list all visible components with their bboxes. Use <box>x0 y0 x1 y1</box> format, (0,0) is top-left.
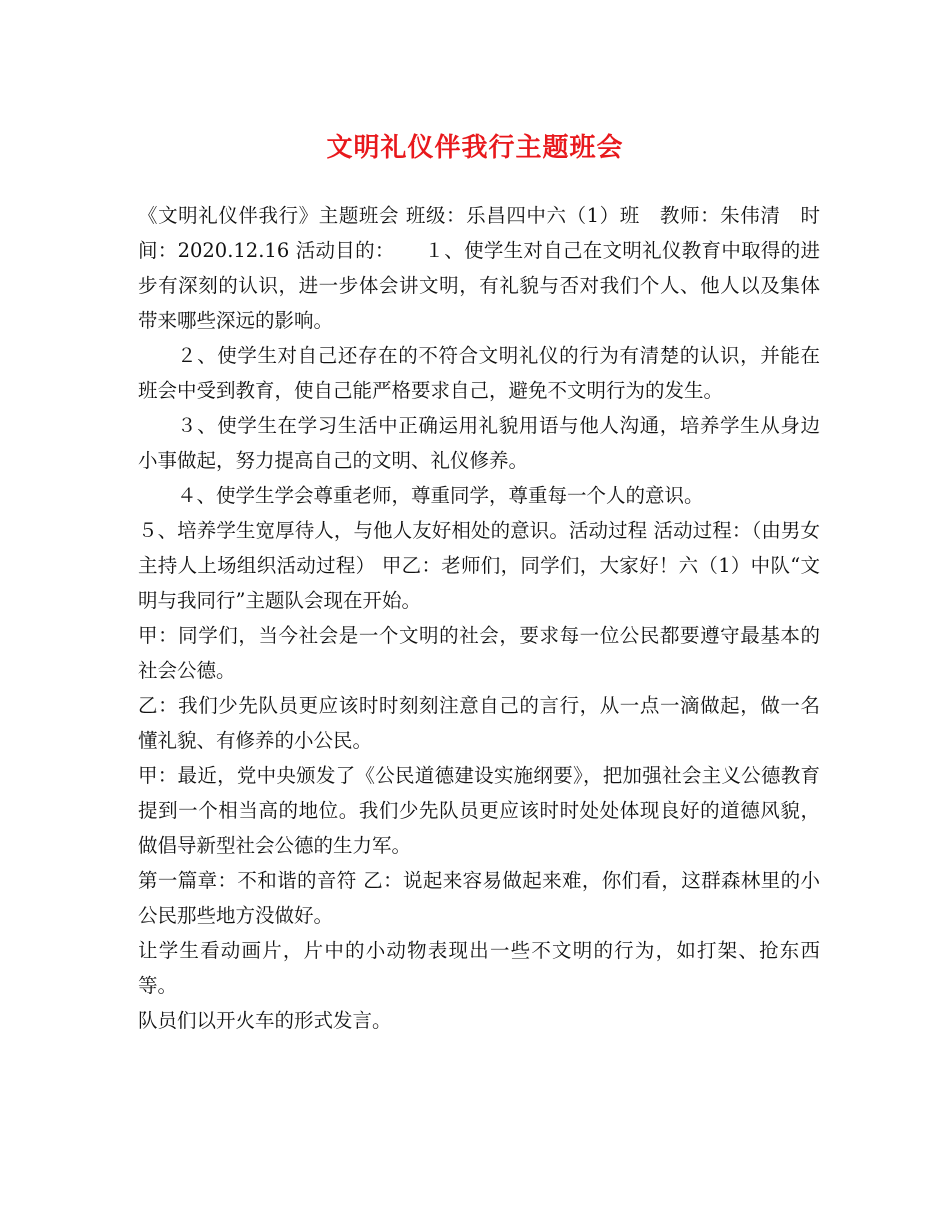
paragraph-train: 队员们以开火车的形式发言。 <box>138 1009 392 1032</box>
paragraph-goal-3: ３、使学生在学习生活中正确运用礼貌用语与他人沟通，培养学生从身边小事做起，努力提高自己的文明、礼仪修养。 <box>138 414 820 472</box>
paragraph-chapter-1: 第一篇章：不和谐的音符 乙：说起来容易做起来难，你们看，这群森林里的小公民那些地方没做好。 <box>138 869 820 927</box>
paragraph-intro: 《文明礼仪伴我行》主题班会 班级：乐昌四中六（1）班 教师：朱伟清 时间：2020.12.16 活动目的： １、使学生对自己在文明礼仪教育中取得的进步有深刻的认识，进一步体会讲文明，有礼貌与否对我们个人、他人以及集体带来哪些深远的影响。 <box>138 204 820 332</box>
paragraph-jia-2: 甲：最近，党中央颁发了《公民道德建设实施纲要》，把加强社会主义公德教育提到一个相当高的地位。我们少先队员更应该时时处处体现良好的道德风貌，做倡导新型社会公德的生力军。 <box>138 764 820 857</box>
paragraph-yi-1: 乙：我们少先队员更应该时时刻刻注意自己的言行，从一点一滴做起，做一名懂礼貌、有修养的小公民。 <box>138 694 820 752</box>
paragraph-goal-2: ２、使学生对自己还存在的不符合文明礼仪的行为有清楚的认识，并能在班会中受到教育，使自己能严格要求自己，避免不文明行为的发生。 <box>138 344 820 402</box>
paragraph-goal-5: ５、培养学生宽厚待人，与他人友好相处的意识。活动过程 活动过程：（由男女主持人上场组织活动过程） 甲乙：老师们，同学们，大家好！六（1）中队“文明与我同行”主题队会现在开始。 <box>138 519 820 612</box>
paragraph-cartoon: 让学生看动画片，片中的小动物表现出一些不文明的行为，如打架、抢东西等。 <box>138 939 820 997</box>
document-title: 文明礼仪伴我行主题班会 <box>326 133 624 163</box>
paragraph-goal-4: ４、使学生学会尊重老师，尊重同学，尊重每一个人的意识。 <box>177 484 704 507</box>
paragraph-jia-1: 甲：同学们，当今社会是一个文明的社会，要求每一位公民都要遵守最基本的社会公德。 <box>138 624 820 682</box>
document-body <box>138 198 820 1038</box>
